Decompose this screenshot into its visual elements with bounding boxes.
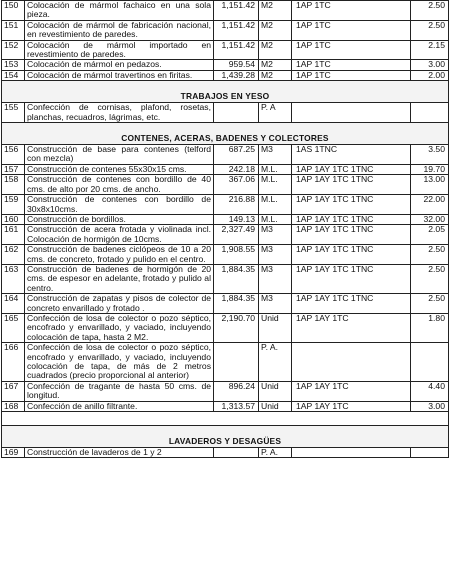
section-header (2, 81, 449, 103)
table-row (2, 401, 449, 411)
item-number: 150 (2, 1, 25, 21)
table-row (2, 195, 449, 215)
item-price: 1,313.57 (214, 401, 259, 411)
item-number: 151 (2, 20, 25, 40)
item-quantity: 2.50 (411, 264, 449, 293)
item-quantity: 32.00 (411, 214, 449, 224)
table-row (2, 343, 449, 382)
item-quantity: 2.15 (411, 40, 449, 60)
item-number: 160 (2, 214, 25, 224)
item-crew: 1AP 1AY 1TC 1TNC (292, 195, 411, 215)
item-unit: P. A. (259, 448, 292, 458)
section-title: CONTENES, ACERAS, BADENES Y COLECTORES (2, 123, 449, 145)
spacer-cell (2, 412, 449, 426)
spacer-row (2, 412, 449, 426)
item-unit: M3 (259, 145, 292, 165)
table-row (2, 1, 449, 21)
item-price: 2,327.49 (214, 225, 259, 245)
table-row (2, 103, 449, 123)
item-number: 167 (2, 381, 25, 401)
table-row (2, 448, 449, 458)
item-number: 154 (2, 70, 25, 80)
item-description: Colocación de mármol fachaico en una sola pieza. (25, 1, 214, 21)
item-crew: 1AP 1AY 1TC 1TNC (292, 225, 411, 245)
item-quantity: 2.50 (411, 1, 449, 21)
table-row (2, 264, 449, 293)
price-table (1, 0, 449, 458)
item-unit: M.L. (259, 164, 292, 174)
item-quantity: 22.00 (411, 195, 449, 215)
item-number: 166 (2, 343, 25, 382)
item-price: 959.54 (214, 60, 259, 70)
item-quantity: 2.05 (411, 225, 449, 245)
item-number: 162 (2, 245, 25, 265)
item-number: 168 (2, 401, 25, 411)
item-unit: P. A (259, 103, 292, 123)
item-unit: M2 (259, 70, 292, 80)
item-crew (292, 448, 411, 458)
item-quantity (411, 448, 449, 458)
item-unit: M2 (259, 20, 292, 40)
item-description: Construcción de contenes con bordillo de 40 cms. de alto por 20 cms. de ancho. (25, 175, 214, 195)
item-unit: Unid (259, 313, 292, 342)
item-description: Construcción de contenes con bordillo de 30x8x10cms. (25, 195, 214, 215)
item-unit: M.L. (259, 195, 292, 215)
table-row (2, 381, 449, 401)
table-row (2, 313, 449, 342)
item-unit: M.L. (259, 214, 292, 224)
section-title: LAVADEROS Y DESAGÜES (2, 426, 449, 448)
section-header (2, 426, 449, 448)
item-description: Colocación de mármol de fabricación nacional, en revestimiento de paredes. (25, 20, 214, 40)
item-quantity: 3.00 (411, 401, 449, 411)
item-quantity: 19.70 (411, 164, 449, 174)
item-unit: M3 (259, 264, 292, 293)
table-row (2, 294, 449, 314)
item-description: Construcción de badenes de hormigón de 20 cms. de espesor en adelante, frotado y pulido al centro. (25, 264, 214, 293)
item-description: Confección de losa de colector o pozo séptico, encofrado y envarillado, y vaciado, incluyendo colocación de tapa, hasta 2 M2. (25, 313, 214, 342)
item-number: 156 (2, 145, 25, 165)
item-description: Colocación de mármol importado en revestimiento de paredes. (25, 40, 214, 60)
table-row (2, 164, 449, 174)
item-crew: 1AP 1AY 1TC (292, 381, 411, 401)
item-price (214, 103, 259, 123)
table-row (2, 214, 449, 224)
section-title: TRABAJOS EN YESO (2, 81, 449, 103)
item-crew: 1AP 1AY 1TC 1TNC (292, 245, 411, 265)
item-description: Construcción de contenes 55x30x15 cms. (25, 164, 214, 174)
item-quantity: 2.50 (411, 20, 449, 40)
item-quantity: 4.40 (411, 381, 449, 401)
table-row (2, 60, 449, 70)
item-price: 1,439.28 (214, 70, 259, 80)
item-crew: 1AP 1AY 1TC 1TNC (292, 214, 411, 224)
item-unit: M2 (259, 60, 292, 70)
item-description: Construcción de lavaderos de 1 y 2 (25, 448, 214, 458)
item-price: 2,190.70 (214, 313, 259, 342)
table-row (2, 175, 449, 195)
item-unit: Unid (259, 401, 292, 411)
item-quantity: 3.00 (411, 60, 449, 70)
item-price: 1,884.35 (214, 294, 259, 314)
item-number: 155 (2, 103, 25, 123)
table-row (2, 225, 449, 245)
item-number: 164 (2, 294, 25, 314)
item-quantity: 13.00 (411, 175, 449, 195)
table-row (2, 70, 449, 80)
item-unit: Unid (259, 381, 292, 401)
item-description: Confección de cornisas, plafond, rosetas, planchas, recuadros, lágrimas, etc. (25, 103, 214, 123)
item-description: Construcción de badenes ciclópeos de 10 a 20 cms. de concreto, frotado y pulido en el centro. (25, 245, 214, 265)
item-price: 896.24 (214, 381, 259, 401)
item-unit: M2 (259, 1, 292, 21)
item-price: 216.88 (214, 195, 259, 215)
table-row (2, 20, 449, 40)
item-unit: P. A. (259, 343, 292, 382)
item-price: 1,151.42 (214, 40, 259, 60)
item-description: Construcción de acera frotada y violinada incl. Colocación de hormigón de 10cms. (25, 225, 214, 245)
item-crew: 1AP 1AY 1TC 1TNC (292, 175, 411, 195)
item-description: Construcción de base para contenes (telford con mezcla) (25, 145, 214, 165)
item-quantity (411, 103, 449, 123)
table-row (2, 145, 449, 165)
item-unit: M.L. (259, 175, 292, 195)
item-unit: M3 (259, 294, 292, 314)
item-price: 367.06 (214, 175, 259, 195)
item-crew: 1AP 1TC (292, 40, 411, 60)
item-number: 161 (2, 225, 25, 245)
item-crew: 1AP 1TC (292, 20, 411, 40)
table-row (2, 245, 449, 265)
item-number: 158 (2, 175, 25, 195)
item-crew: 1AP 1AY 1TC 1TNC (292, 264, 411, 293)
item-crew: 1AS 1TNC (292, 145, 411, 165)
item-price: 687.25 (214, 145, 259, 165)
item-description: Colocación de mármol en pedazos. (25, 60, 214, 70)
item-number: 169 (2, 448, 25, 458)
item-price: 1,151.42 (214, 1, 259, 21)
item-unit: M3 (259, 245, 292, 265)
item-description: Construcción de zapatas y pisos de colector de concreto envarillado y frotado . (25, 294, 214, 314)
item-number: 159 (2, 195, 25, 215)
item-description: Construcción de bordillos. (25, 214, 214, 224)
item-crew: 1AP 1TC (292, 60, 411, 70)
item-unit: M2 (259, 40, 292, 60)
item-price: 242.18 (214, 164, 259, 174)
item-number: 157 (2, 164, 25, 174)
item-description: Colocación de mármol travertinos en firitas. (25, 70, 214, 80)
item-quantity: 2.50 (411, 245, 449, 265)
item-price (214, 343, 259, 382)
item-crew (292, 343, 411, 382)
table-row (2, 40, 449, 60)
item-quantity: 1.80 (411, 313, 449, 342)
item-crew: 1AP 1AY 1TC 1TNC (292, 294, 411, 314)
item-quantity: 2.00 (411, 70, 449, 80)
item-unit: M3 (259, 225, 292, 245)
item-description: Confección de anillo filtrante. (25, 401, 214, 411)
item-crew: 1AP 1AY 1TC (292, 313, 411, 342)
item-crew (292, 103, 411, 123)
item-number: 153 (2, 60, 25, 70)
item-description: Confección de tragante de hasta 50 cms. de longitud. (25, 381, 214, 401)
section-header (2, 123, 449, 145)
price-table-body (2, 1, 449, 458)
item-number: 165 (2, 313, 25, 342)
item-price (214, 448, 259, 458)
item-price: 1,908.55 (214, 245, 259, 265)
item-description: Confección de losa de colector o pozo séptico, encofrado y envarillado, y vaciado, incluyendo colocación de tapa, de más de 2 metros cuadrados (precio proporcional al anterior) (25, 343, 214, 382)
item-crew: 1AP 1TC (292, 70, 411, 80)
item-price: 1,884.35 (214, 264, 259, 293)
item-quantity: 2.50 (411, 294, 449, 314)
item-quantity: 3.50 (411, 145, 449, 165)
item-crew: 1AP 1AY 1TC 1TNC (292, 164, 411, 174)
item-quantity (411, 343, 449, 382)
item-price: 1,151.42 (214, 20, 259, 40)
item-number: 163 (2, 264, 25, 293)
item-price: 149.13 (214, 214, 259, 224)
item-number: 152 (2, 40, 25, 60)
item-crew: 1AP 1AY 1TC (292, 401, 411, 411)
item-crew: 1AP 1TC (292, 1, 411, 21)
